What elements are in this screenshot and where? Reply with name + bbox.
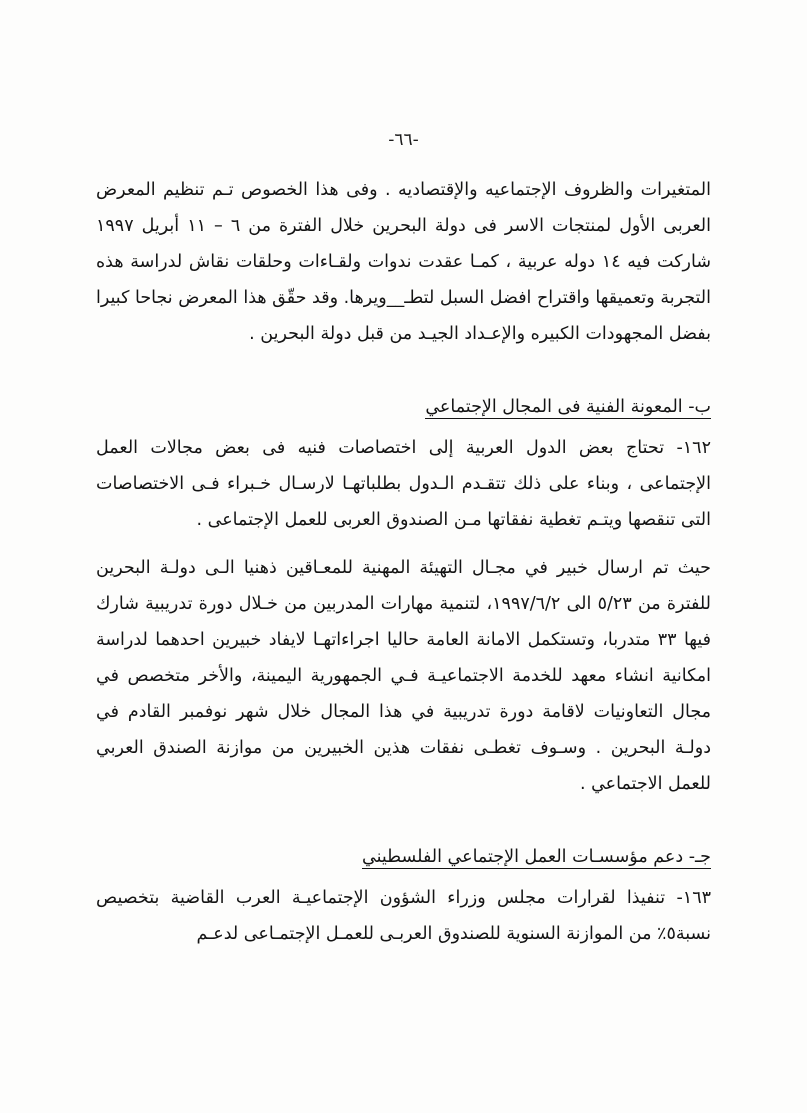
paragraph-162-text: تحتاج بعض الدول العربية إلى اختصاصات فنيه فى بعض مجالات العمل الإجتماعى ، وبناء على ذلك تتقـدم الـدول بطلباتهـا لارسـال خـبراء فـى الاختصاصات التى تنقصها ويتـم تغطية نفقاتها مـن الصندوق العربى للعمل الإجتماعى . [96,438,711,530]
page-number: -٦٦- [388,130,419,150]
paragraph-expert-mission: حيث تم ارسال خبير في مجـال التهيئة المهنية للمعـاقين ذهنيا الـى دولـة البحرين للفترة من ٥/٢٣ الى ١٩٩٧/٦/٢، لتنمية مهارات المدربين من خـلال دورة تدريبية شارك فيها ٣٣ متدربا، وتستكمل الامانة العامة حاليا اجراءاتهـا لايفاد خبيرين احدهما لدراسة امكانية انشاء معهد للخدمة الاجتماعيـة فـي الجمهورية اليمينة، والأخر متخصص في مجال التعاونيات لاقامة دورة تدريبية في هذا المجال خلال شهر نوفمبر القادم في دولـة البحرين . وسـوف تغطـى نفقات هذين الخبيرين من موازنة الصندق العربي للعمل الاجتماعي . [96,558,712,794]
paragraph-163-number: ١٦٣- [676,888,711,908]
section-heading-palestinian-support [96,840,711,874]
paragraph-163 [96,880,711,952]
paragraph-163-text: تنفيذا لقرارات مجلس وزراء الشؤون الإجتماعيـة العرب القاضية بتخصيص نسبة٥٪ من الموازنة السنوية للصندوق العربـى للعمـل الإجتمـاعى لدعـم [96,888,711,944]
paragraph-intro: المتغيرات والظروف الإجتماعيه والإقتصاديه . وفى هذا الخصوص تـم تنظيم المعرض العربى الأول لمنتجات الاسر فى دولة البحرين خلال الفترة من ٦ – ١١ أبريل ١٩٩٧ شاركت فيه ١٤ دوله عربية ، كمـا عقدت ندوات ولقـاءات وحلقات نقاش لدراسة هذه التجربة وتعميقها واقتراح افضل السبل لتطـ__ويرها. وقد حقّق هذا المعرض نجاحا كبيرا بفضل المجهودات الكبيره والإعـداد الجيـد من قبل دولة البحرين . [96,180,711,344]
paragraph-162 [96,430,711,538]
spacer [96,542,711,550]
paragraph-162-number: ١٦٢- [676,438,711,458]
section-heading-technical-aid-label: ب- المعونة الفنية فى المجال الإجتماعي [425,397,711,417]
section-heading-technical-aid [96,390,711,424]
spacer [96,806,711,826]
page-content [96,172,711,956]
spacer [96,356,711,376]
section-heading-palestinian-support-label: جـ- دعم مؤسسـات العمل الإجتماعي الفلسطيني [362,847,711,867]
